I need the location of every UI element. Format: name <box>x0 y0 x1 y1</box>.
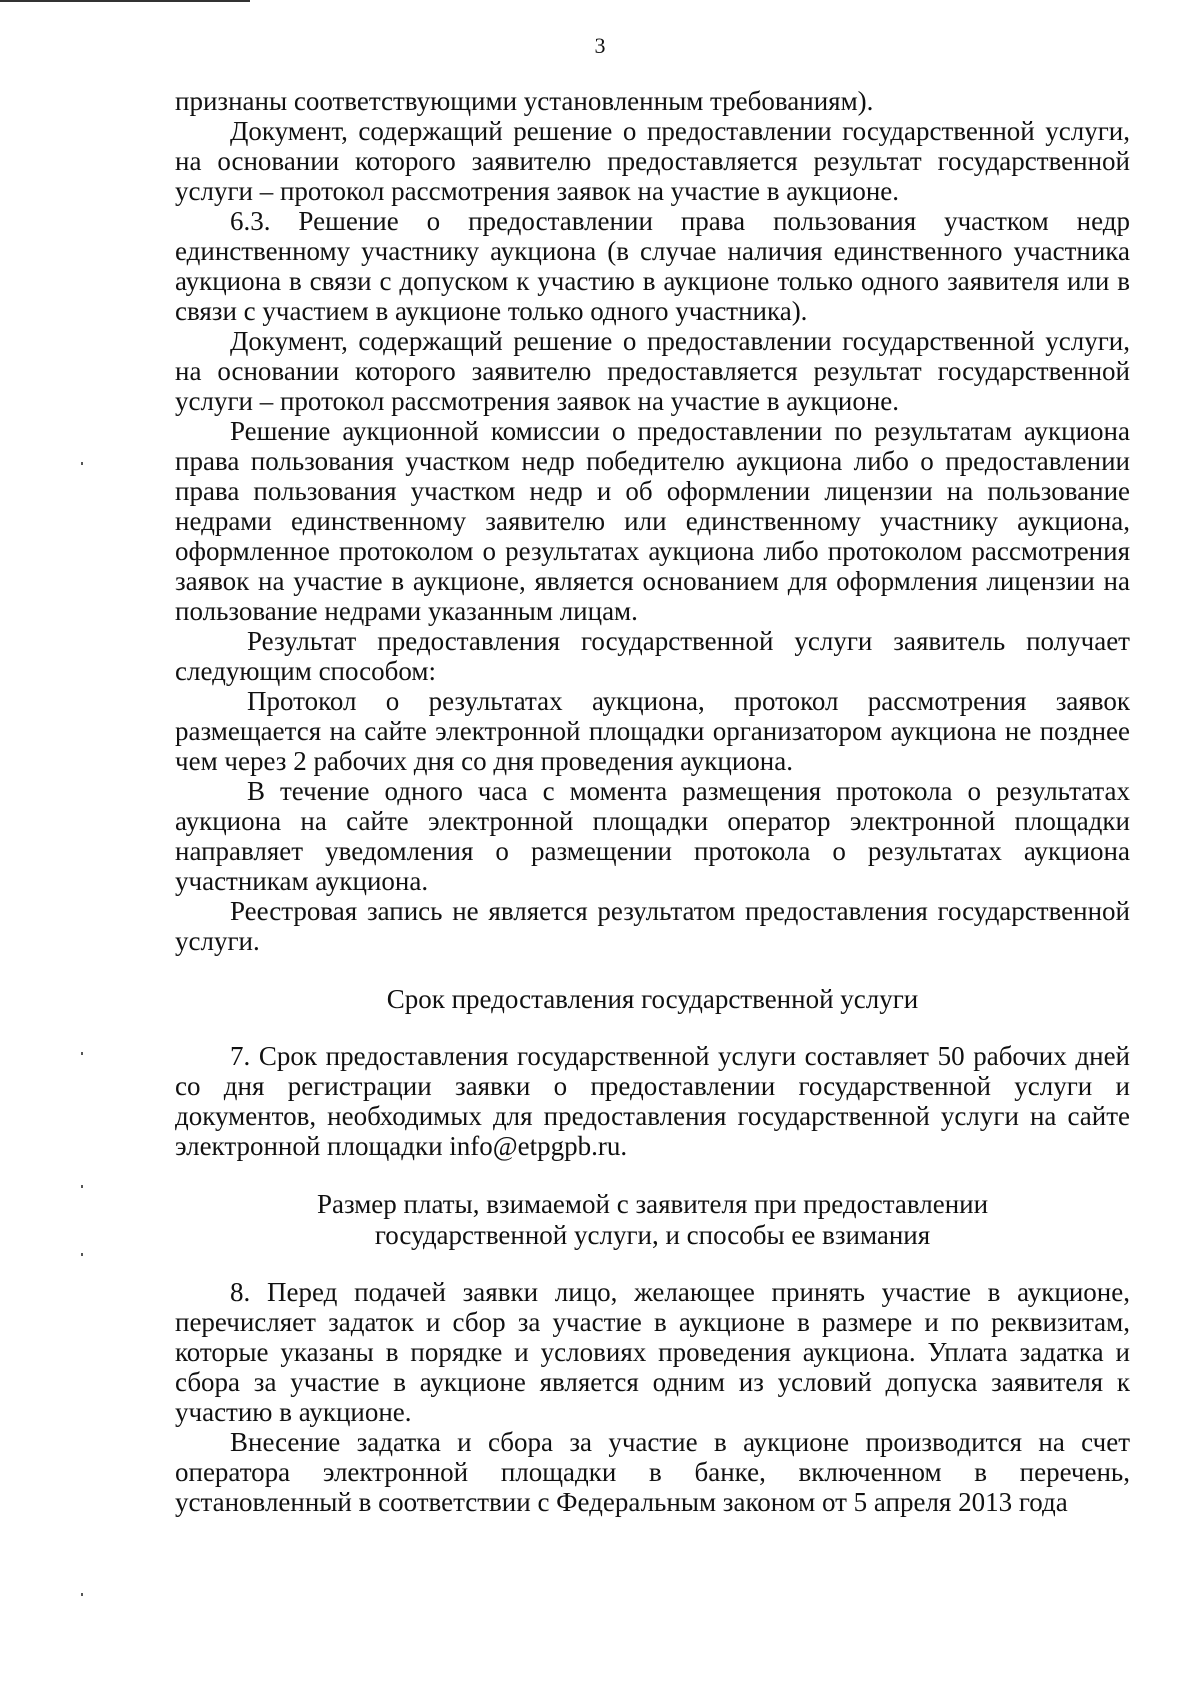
paragraph-registry-record: Реестровая запись не является результатом предоставления государственной услуги. <box>175 896 1130 956</box>
paragraph-notification: В течение одного часа с момента размещения протокола о результатах аукциона на сайте электронной площадки оператор электронной площадки направляет уведомления о размещении протокола о результатах аукциона участникам аукциона. <box>175 776 1130 896</box>
scan-artifact-dot <box>81 1052 83 1055</box>
paragraph-6-3: 6.3. Решение о предоставлении права пользования участком недр единственному участнику аукциона (в случае наличия единственного участника аукциона в связи с допуском к участию в аукционе только одного заявителя или в связи с участием в аукционе только одного участника). <box>175 206 1130 326</box>
scan-artifact-dot <box>81 1185 83 1188</box>
paragraph-7-term: 7. Срок предоставления государственной услуги составляет 50 рабочих дней со дня регистрации заявки о предоставлении государственной услуги и документов, необходимых для предоставления государственной услуги на сайте электронной площадки info@etpgpb.ru. <box>175 1041 1130 1161</box>
paragraph-commission-decision: Решение аукционной комиссии о предоставлении по результатам аукциона права пользования участком недр победителю аукциона либо о предоставлении права пользования участком недр и об оформлении лицензии на пользование недрами единственному заявителю или единственному участнику аукциона, оформленное протоколом о результатах аукциона либо протоколом рассмотрения заявок на участие в аукционе, является основанием для оформления лицензии на пользование недрами указанным лицам. <box>175 416 1130 626</box>
scan-artifact-dot <box>81 1593 83 1596</box>
scan-artifact-dot <box>81 1253 83 1256</box>
paragraph-8-deposit: 8. Перед подачей заявки лицо, желающее принять участие в аукционе, перечисляет задаток и сбор за участие в аукционе в размере и по реквизитам, которые указаны в порядке и условиях проведения аукциона. Уплата задатка и сбора за участие в аукционе является одним из условий допуска заявителя к участию в аукционе. <box>175 1277 1130 1427</box>
section-heading-term: Срок предоставления государственной услуги <box>386 984 919 1014</box>
section-heading-fee-line2: государственной услуги, и способы ее взимания <box>374 1220 931 1250</box>
scan-artifact-dot <box>81 462 83 465</box>
paragraph-protocol-placement: Протокол о результатах аукциона, протокол рассмотрения заявок размещается на сайте электронной площадки организатором аукциона не позднее чем через 2 рабочих дня со дня проведения аукциона. <box>175 686 1130 776</box>
document-body <box>175 86 1130 1517</box>
paragraph-document-decision: Документ, содержащий решение о предоставлении государственной услуги, на основании которого заявителю предоставляется результат государственной услуги – протокол рассмотрения заявок на участие в аукционе. <box>175 116 1130 206</box>
page-number: 3 <box>594 33 606 58</box>
section-heading-fee-line1: Размер платы, взимаемой с заявителя при предоставлении <box>316 1189 989 1219</box>
section-heading-fee <box>175 1189 1130 1251</box>
paragraph-continuation: признаны соответствующими установленным требованиям). <box>175 86 874 116</box>
paragraph-result-method: Результат предоставления государственной услуги заявитель получает следующим способом: <box>175 626 1130 686</box>
scan-artifact-line <box>0 0 250 2</box>
paragraph-document-decision-2: Документ, содержащий решение о предоставлении государственной услуги, на основании которого заявителю предоставляется результат государственной услуги – протокол рассмотрения заявок на участие в аукционе. <box>175 326 1130 416</box>
paragraph-deposit-account: Внесение задатка и сбора за участие в аукционе производится на счет оператора электронной площадки в банке, включенном в перечень, установленный в соответствии с Федеральным законом от 5 апреля 2013 года <box>175 1427 1130 1517</box>
